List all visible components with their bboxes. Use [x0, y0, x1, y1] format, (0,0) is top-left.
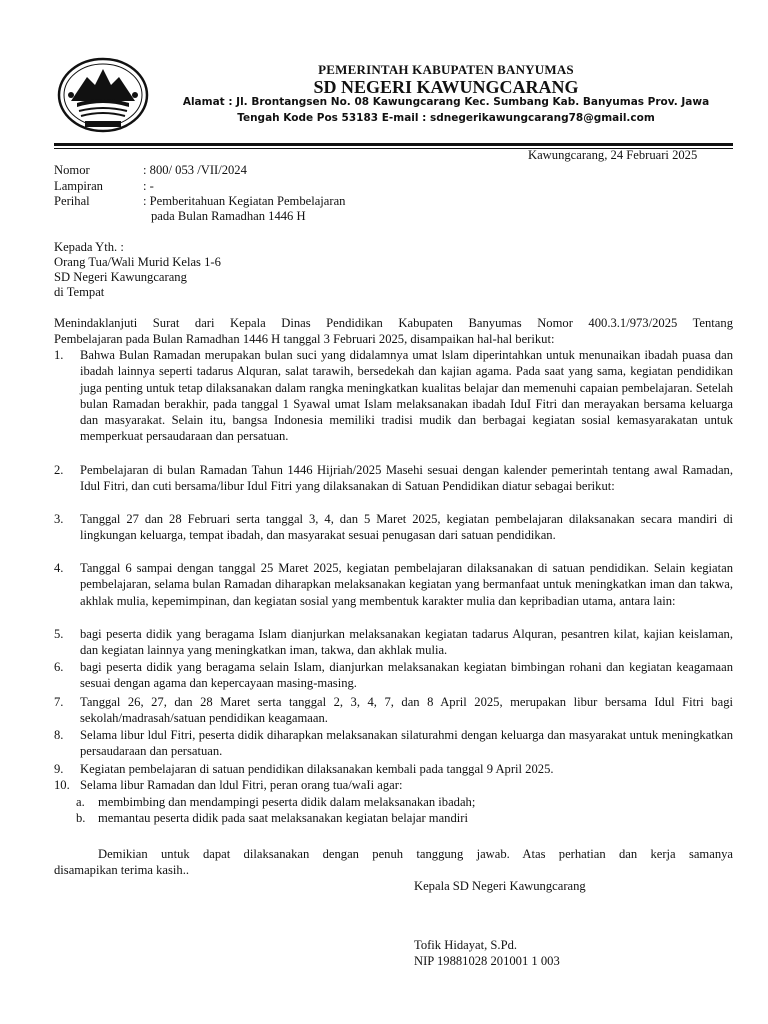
signature-nip: NIP 19881028 201001 1 003: [414, 954, 560, 968]
list-item: Tanggal 26, 27, dan 28 Maret serta tanggal 2, 3, 4, 7, dan 8 April 2025, merupakan libur bersama Idul Fitri bagi sekolah/madrasah/satuan pendidikan keagamaan.: [80, 695, 733, 726]
item-number: 6.: [54, 660, 64, 674]
item-number: 9.: [54, 762, 64, 776]
list-item: bagi peserta didik yang beragama selain Islam, dianjurkan melaksanakan kegiatan bimbingan rohani dan kegiatan keagamaan sesuai dengan agama dan kepercayaan masing-masing.: [80, 660, 733, 691]
item-number: 3.: [54, 512, 64, 526]
perihal-value-1: : Pemberitahuan Kegiatan Pembelajaran: [143, 194, 346, 208]
list-item: Bahwa Bulan Ramadan merupakan bulan suci yang didalamnya umat lslam diperintahkan untuk menunaikan ibadah puasa dan ibadah lainnya seperti tadarus Alquran, salat tarawih, bersedekah dan kajian agama. Pada saat yang sama, kegiatan pendidikan juga penting untuk tetap dilaksanakan dalam rangka meningkatkan kualitas belajar dan memenuhi capaian pembelajaran. Setelah bulan Ramadan berakhir, pada tanggal 1 Syawal umat Islam melaksanakan ibadah IduI Fitri dan merayakan bersama keluarga dan masyarakat. Selain itu, bangsa Indonesia memiliki tradisi mudik dan berbagai kegiatan sosial kemasyarakatan untuk memperkuat persaudaraan dan persatuan.: [80, 348, 733, 444]
lampiran-label: Lampiran: [54, 179, 103, 193]
item-number: 5.: [54, 627, 64, 641]
nomor-value: : 800/ 053 /VII/2024: [143, 163, 247, 177]
list-item: Selama libur ldul Fitri, peserta didik diharapkan melaksanakan silaturahmi dengan keluarga dan masyarakat untuk meningkatkan persaudaraan dan persatuan.: [80, 728, 733, 759]
header-rule-thick: [54, 143, 733, 146]
item-number: 10.: [54, 778, 70, 792]
item-number: 2.: [54, 463, 64, 477]
header-address-1: Alamat : Jl. Brontangsen No. 08 Kawungcarang Kec. Sumbang Kab. Banyumas Prov. Jawa: [182, 96, 710, 108]
recipient-line-2: Orang Tua/Wali Murid Kelas 1-6: [54, 255, 221, 269]
list-item: Kegiatan pembelajaran di satuan pendidikan dilaksanakan kembali pada tanggal 9 April 2025.: [80, 762, 554, 776]
item-number: 1.: [54, 348, 64, 362]
closing-line-1: Demikian untuk dapat dilaksanakan dengan penuh tanggung jawab. Atas perhatian dan kerja samanya: [98, 847, 733, 861]
signature-name: Tofik Hidayat, S.Pd.: [414, 938, 518, 952]
perihal-label: Perihal: [54, 194, 90, 208]
letter-date: Kawungcarang, 24 Februari 2025: [528, 148, 698, 162]
list-item: Tanggal 6 sampai dengan tanggal 25 Maret 2025, kegiatan pembelajaran dilaksanakan di satuan pendidikan. Selain kegiatan pembelajaran, selama bulan Ramadan diharapkan melaksanakan kegiatan yang bermanfaat untuk meningkatkan iman dan takwa, akhlak mulia, kepemimpinan, dan kegiatan sosial yang membentuk karakter mulia dan kepribadian utama, antara lain:: [80, 561, 733, 608]
list-item: Pembelajaran di bulan Ramadan Tahun 1446 Hijriah/2025 Masehi sesuai dengan kalender pemerintah tentang awal Ramadan, Idul Fitri, dan cuti bersama/libur Idul Fitri yang dilaksanakan di Satuan Pendidikan diatur sebagai berikut:: [80, 463, 733, 494]
intro-line-1: Menindaklanjuti Surat dari Kepala Dinas Pendidikan Kabupaten Banyumas Nomor 400.3.1/973/2025 Tentang: [54, 316, 733, 330]
regency-crest-icon: [57, 55, 149, 139]
recipient-line-4: di Tempat: [54, 285, 105, 299]
list-item: Tanggal 27 dan 28 Februari serta tanggal 3, 4, dan 5 Maret 2025, kegiatan pembelajaran dilaksanakan secara mandiri di lingkungan keluarga, tempat ibadah, dan masyarakat sesuai penugasan dari satuan pendidikan.: [80, 512, 733, 543]
header-government: PEMERINTAH KABUPATEN BANYUMAS: [318, 62, 574, 77]
signature-title: Kepala SD Negeri Kawungcarang: [414, 879, 586, 893]
subitem-letter: b.: [76, 811, 86, 825]
item-number: 8.: [54, 728, 64, 742]
header-address-2: Tengah Kode Pos 53183 E-mail : sdnegerikawungcarang78@gmail.com: [237, 112, 655, 124]
item-number: 4.: [54, 561, 64, 575]
list-item: Selama libur Ramadan dan ldul Fitri, peran orang tua/waIi agar:: [80, 778, 403, 792]
item-number: 7.: [54, 695, 64, 709]
header-school-name: SD NEGERI KAWUNGCARANG: [313, 77, 579, 97]
nomor-label: Nomor: [54, 163, 90, 177]
intro-line-2: Pembelajaran pada Bulan Ramadhan 1446 H tanggal 3 Februari 2025, disampaikan hal-hal berikut:: [54, 332, 555, 346]
recipient-line-1: Kepada Yth. :: [54, 240, 124, 254]
lampiran-value: : -: [143, 179, 154, 193]
perihal-value-2: pada Bulan Ramadhan 1446 H: [151, 209, 306, 223]
closing-line-2: disamapikan terima kasih..: [54, 863, 189, 877]
sub-list-item: memantau peserta didik pada saat melaksanakan kegiatan belajar mandiri: [98, 811, 468, 825]
list-item: bagi peserta didik yang beragama Islam dianjurkan melaksanakan kegiatan tadarus Alquran, pesantren kilat, kajian keislaman, dan kegiatan lainnya yang meningkatkan iman, takwa, dan akhlak mulia.: [80, 627, 733, 658]
sub-list-item: membimbing dan mendampingi peserta didik dalam melaksanakan ibadah;: [98, 795, 476, 809]
recipient-line-3: SD Negeri Kawungcarang: [54, 270, 187, 284]
subitem-letter: a.: [76, 795, 85, 809]
